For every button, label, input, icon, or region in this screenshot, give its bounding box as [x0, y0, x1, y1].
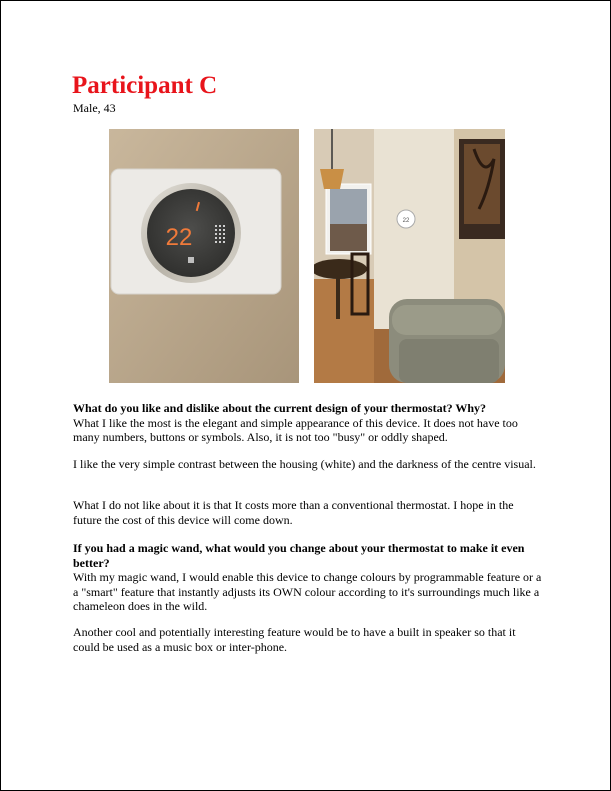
- question-2-answer-1: With my magic wand, I would enable this device to change colours by programmable feature or a a "smart" feature that instantly adjusts its OWN colour according to it's surroundings much like a chameleon does in the wild.: [73, 570, 542, 613]
- wall-sign-label: 22: [402, 218, 410, 224]
- thermostat-temperature: 22: [165, 224, 193, 251]
- question-2-answer-2: Another cool and potentially interesting feature would be to have a built in speaker so that it could be used as a music box or inter-phone.: [73, 625, 516, 654]
- page-title: Participant C: [72, 72, 218, 99]
- question-2-section: [73, 541, 543, 614]
- question-1-answer-1: What I like the most is the elegant and simple appearance of this device. It does not have too many numbers, buttons or symbols. Also, it is not too "busy" or oddly shaped.: [73, 415, 518, 444]
- question-1-heading: What do you like and dislike about the current design of your thermostat? Why?: [73, 401, 487, 415]
- room-photo: [314, 129, 505, 383]
- question-1-answer-3: What I do not like about it is that It costs more than a conventional thermostat. I hope in the future the cost of this device will come down.: [73, 498, 514, 527]
- question-2-heading: If you had a magic wand, what would you change about your thermostat to make it even better?: [73, 541, 525, 570]
- participant-demographics: Male, 43: [73, 101, 116, 115]
- question-1-section: [73, 401, 543, 445]
- thermostat-photo: [109, 129, 299, 383]
- question-1-answer-2: I like the very simple contrast between the housing (white) and the darkness of the centre visual.: [73, 457, 536, 471]
